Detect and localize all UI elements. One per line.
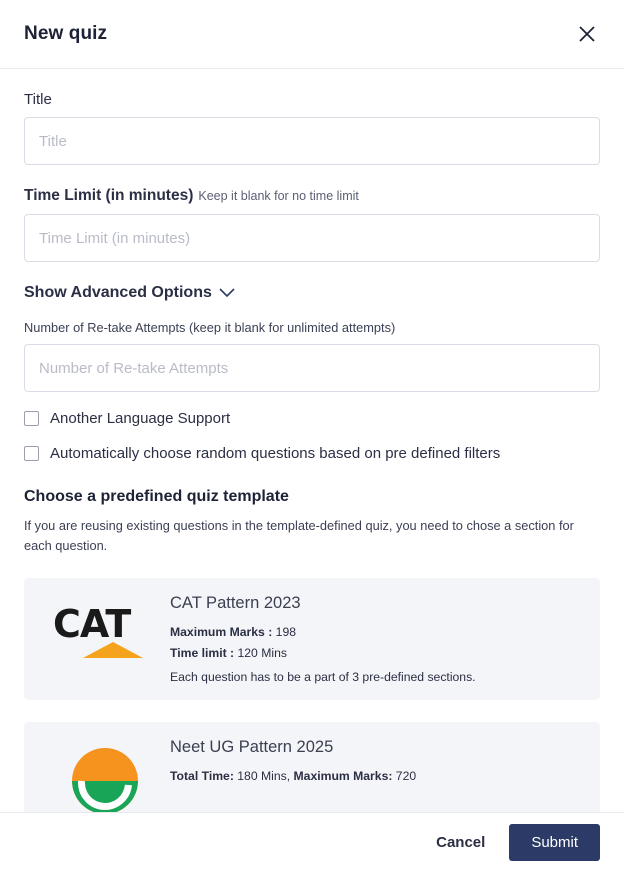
template-name: CAT Pattern 2023: [170, 593, 301, 612]
checkbox-random-questions-label: Automatically choose random questions based on pre defined filters: [50, 445, 501, 462]
cat-logo-icon: CAT: [40, 592, 170, 658]
template-info: [170, 736, 584, 790]
template-card-neet[interactable]: [24, 722, 600, 812]
checkbox-language-label: Another Language Support: [50, 410, 231, 427]
template-max-marks-value: 198: [275, 624, 297, 639]
neet-logo-icon: [40, 736, 170, 812]
template-name: Neet UG Pattern 2025: [170, 737, 334, 756]
spacer: [24, 165, 600, 187]
template-time-limit-label: Time limit :: [170, 645, 235, 660]
template-max-marks-value: 720: [395, 768, 417, 783]
template-max-marks: [170, 625, 584, 639]
time-limit-input[interactable]: [24, 214, 600, 262]
time-limit-hint: Keep it blank for no time limit: [198, 189, 359, 203]
show-advanced-options-label: Show Advanced Options: [24, 284, 212, 301]
cancel-button[interactable]: Cancel: [430, 826, 491, 859]
templates-description: If you are reusing existing questions in the template-defined quiz, you need to chose a section for each question.: [24, 518, 574, 553]
page-title: New quiz: [24, 23, 108, 44]
close-icon[interactable]: [574, 21, 600, 47]
template-max-marks-label: Maximum Marks :: [170, 624, 273, 639]
show-advanced-options-toggle[interactable]: [24, 284, 235, 302]
title-input[interactable]: [24, 117, 600, 165]
dialog-header: [0, 0, 624, 69]
template-total-time-value: 180 Mins,: [237, 768, 294, 783]
dialog-body: [0, 69, 624, 812]
template-time-limit-value: 120 Mins: [237, 645, 287, 660]
checkbox-language[interactable]: [24, 411, 39, 426]
submit-button[interactable]: Submit: [509, 824, 600, 861]
dialog-footer: [0, 812, 624, 872]
template-note: Each question has to be a part of 3 pre-defined sections.: [170, 669, 476, 684]
template-total-time-label: Total Time:: [170, 768, 234, 783]
title-label: Title: [24, 91, 52, 108]
time-limit-label-text: Time Limit (in minutes): [24, 187, 194, 204]
template-total-time: [170, 769, 584, 783]
checkbox-random-questions[interactable]: [24, 446, 39, 461]
checkbox-row-random-questions[interactable]: [24, 445, 600, 462]
templates-heading: Choose a predefined quiz template: [24, 488, 289, 505]
retake-attempts-label: Number of Re-take Attempts (keep it blank for unlimited attempts): [24, 320, 396, 335]
chevron-down-icon: [219, 288, 235, 298]
time-limit-label: [24, 187, 600, 205]
template-card-cat[interactable]: [24, 578, 600, 700]
template-max-marks-label: Maximum Marks:: [293, 768, 393, 783]
template-info: [170, 592, 584, 684]
checkbox-row-language[interactable]: [24, 410, 600, 427]
retake-attempts-input[interactable]: [24, 344, 600, 392]
template-time-limit: [170, 646, 584, 660]
